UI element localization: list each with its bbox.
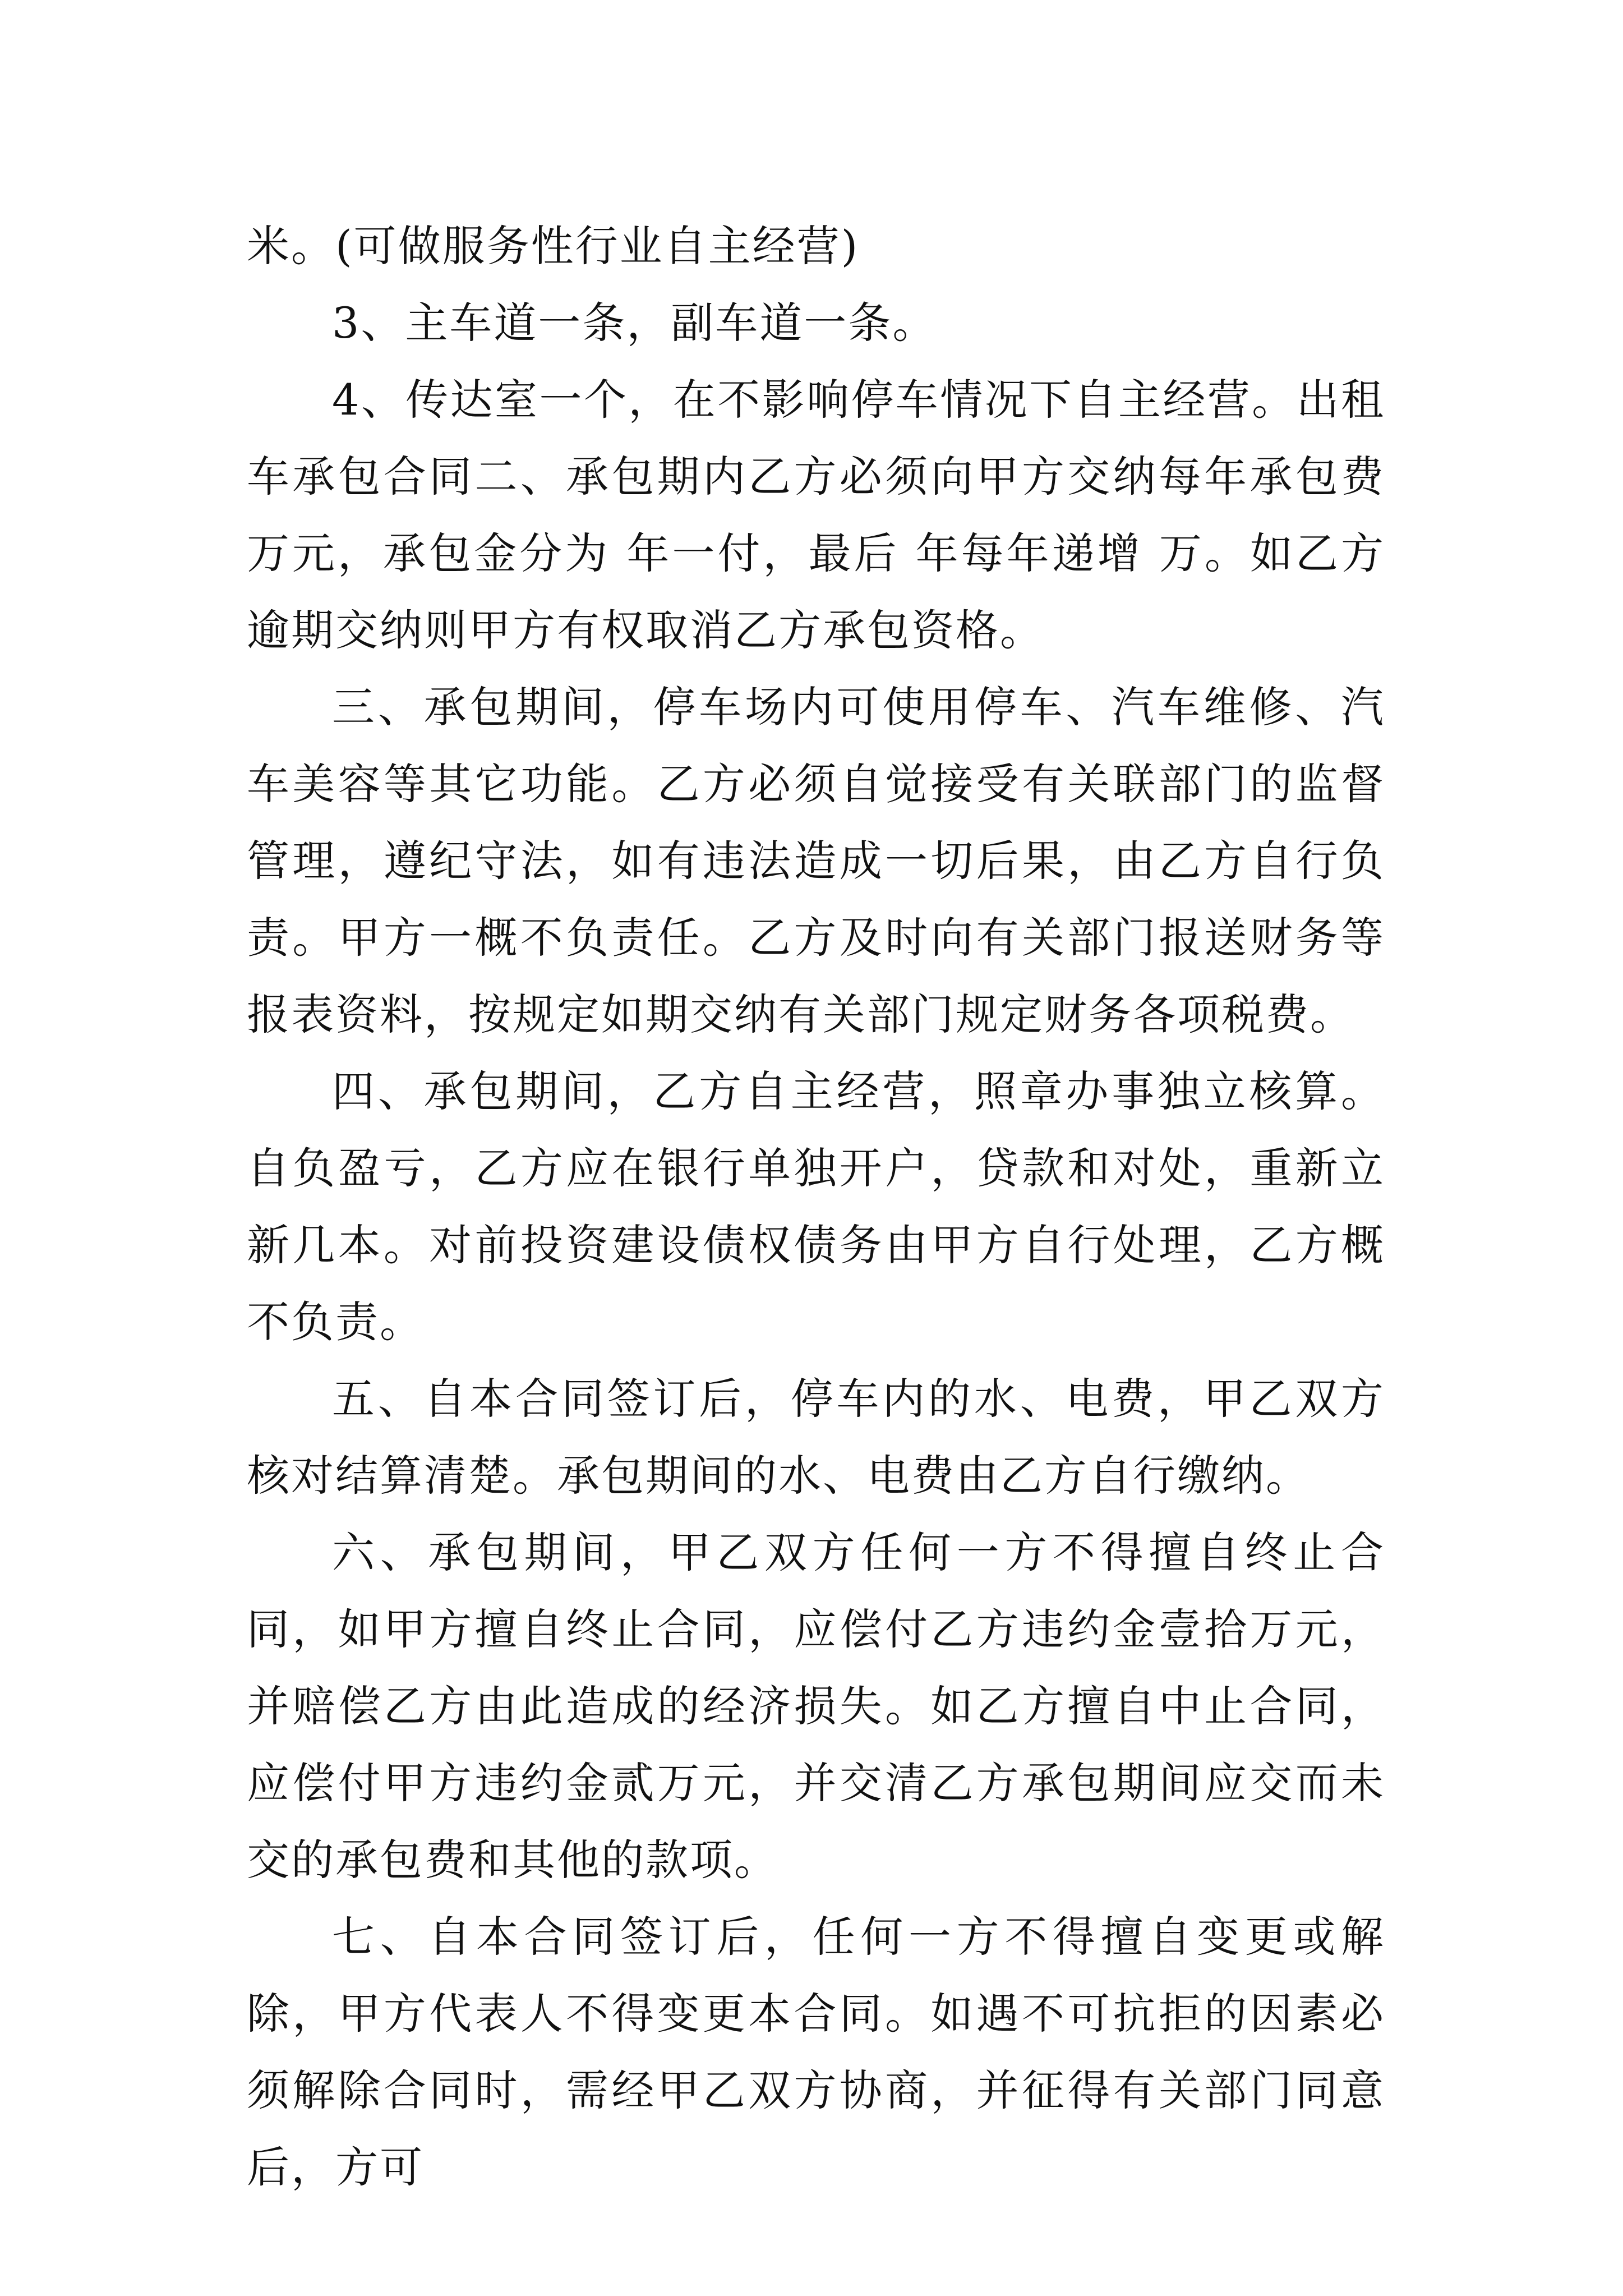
paragraph-clause-5: 五、自本合同签订后，停车内的水、电费，甲乙双方核对结算清楚。承包期间的水、电费由乙方自行缴纳。	[247, 1374, 1385, 1501]
paragraph-clause-4: 四、承包期间，乙方自主经营，照章办事独立核算。自负盈亏，乙方应在银行单独开户，贷款和对处，重新立新几本。对前投资建设债权债务由甲方自行处理，乙方概不负责。	[247, 1066, 1385, 1347]
paragraph-clause-3: 三、承包期间，停车场内可使用停车、汽车维修、汽车美容等其它功能。乙方必须自觉接受有关联部门的监督管理，遵纪守法，如有违法造成一切后果，由乙方自行负责。甲方一概不负责任。乙方及时向有关部门报送财务等报表资料，按规定如期交纳有关部门规定财务各项税费。	[247, 682, 1385, 1039]
contract-body	[247, 208, 1385, 2206]
paragraph-clause-6: 六、承包期间，甲乙双方任何一方不得擅自终止合同，如甲方擅自终止合同，应偿付乙方违约金壹拾万元，并赔偿乙方由此造成的经济损失。如乙方擅自中止合同，应偿付甲方违约金贰万元，并交清乙方承包期间应交而未交的承包费和其他的款项。	[247, 1527, 1385, 1885]
paragraph-continuation: 米。(可做服务性行业自主经营)	[247, 221, 860, 271]
paragraph-lanes: 3、主车道一条，副车道一条。	[332, 298, 937, 348]
paragraph-guardroom-fee: 4、传达室一个，在不影响停车情况下自主经营。出租车承包合同二、承包期内乙方必须向甲方交纳每年承包费 万元，承包金分为 年一付，最后 年每年递增 万。如乙方逾期交纳则甲方有权取消乙方承包资格。	[247, 375, 1385, 655]
paragraph-clause-7: 七、自本合同签订后，任何一方不得擅自变更或解除，甲方代表人不得变更本合同。如遇不可抗拒的因素必须解除合同时，需经甲乙双方协商，并征得有关部门同意后，方可	[247, 1912, 1385, 2192]
